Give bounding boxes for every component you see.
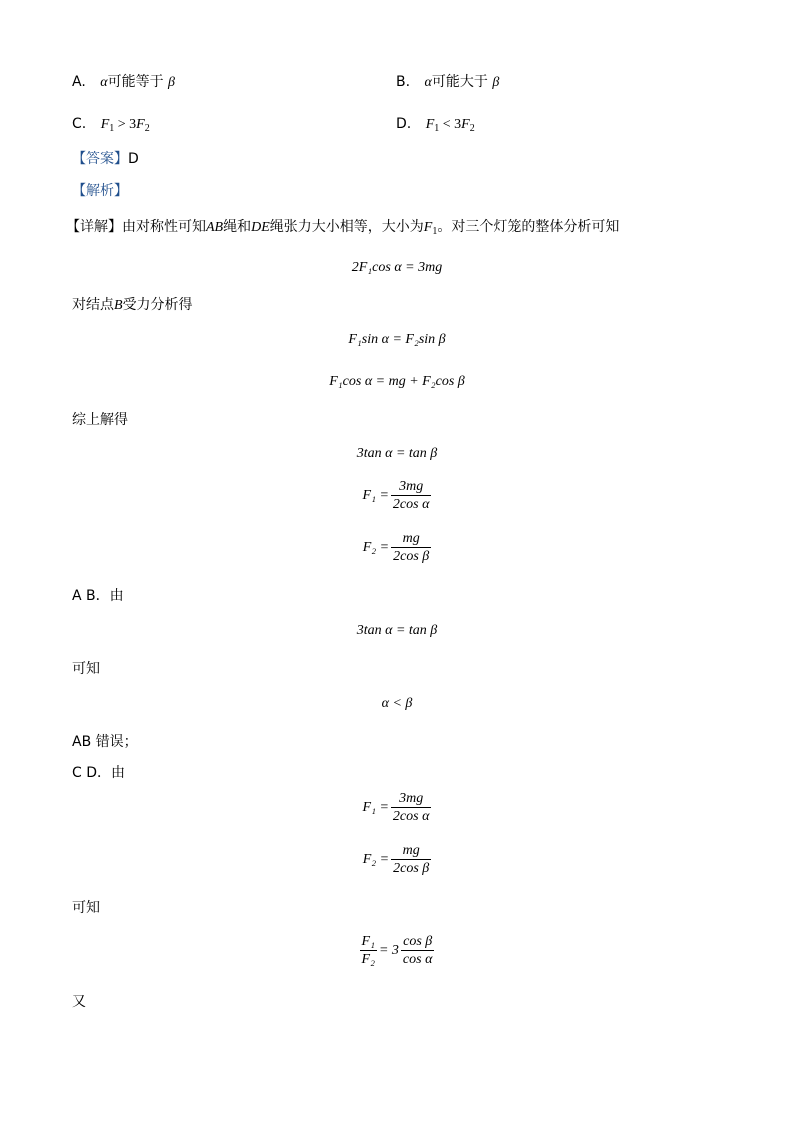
detail-de: DE bbox=[251, 220, 270, 235]
eq10-den: 2cos β bbox=[393, 861, 430, 876]
eq9-num: 3mg bbox=[399, 791, 424, 806]
option-b-var1: α bbox=[424, 75, 432, 90]
option-a-var2: β bbox=[168, 75, 176, 90]
option-b-var2: β bbox=[492, 75, 500, 90]
option-a-text: 可能等于 bbox=[107, 74, 164, 90]
option-c-lhs: F bbox=[100, 117, 110, 132]
detail-f: F bbox=[423, 220, 433, 235]
option-a-letter: A. bbox=[72, 74, 86, 90]
analysis-label-text: 【解析】 bbox=[72, 183, 128, 199]
node-text-post: 受力分析得 bbox=[122, 297, 193, 313]
cd-from-text: C D．由 bbox=[72, 765, 126, 781]
eq6-den: 2cos β bbox=[393, 549, 430, 564]
eq11-mid: = 3 bbox=[378, 943, 399, 958]
equation-6 bbox=[0, 531, 794, 565]
detail-label: 【详解】 bbox=[66, 219, 122, 235]
answer-line bbox=[72, 150, 139, 168]
eq9-fraction bbox=[391, 791, 432, 825]
equation-9 bbox=[0, 791, 794, 825]
eq10-lhs: F₂ = bbox=[362, 852, 390, 867]
equation-3: F₁cos α = mg + F₂cos β bbox=[329, 374, 465, 389]
option-b bbox=[396, 73, 499, 92]
option-d-letter: D. bbox=[396, 116, 412, 132]
detail-text2: 绳和 bbox=[223, 219, 252, 235]
ab-from-text: A B．由 bbox=[72, 588, 124, 604]
node-text-b: B bbox=[114, 298, 123, 313]
answer-label: 【答案】 bbox=[72, 151, 128, 167]
option-b-text: 可能大于 bbox=[431, 74, 488, 90]
equation-4: 3tan α = tan β bbox=[356, 446, 438, 461]
ab-wrong-text: AB 错误； bbox=[72, 734, 138, 750]
option-d-rhs: F bbox=[461, 117, 470, 132]
equation-5 bbox=[0, 479, 794, 513]
equation-8: α < β bbox=[381, 696, 413, 711]
eq6-num: mg bbox=[402, 531, 420, 546]
equation-2: F₁sin α = F₂sin β bbox=[348, 332, 446, 347]
detail-ab: AB bbox=[206, 220, 224, 235]
detail-f-sub: 1 bbox=[432, 226, 438, 237]
option-c bbox=[72, 115, 150, 138]
eq9-den: 2cos α bbox=[392, 809, 430, 824]
option-c-lhs-sub: 1 bbox=[109, 123, 115, 134]
option-b-letter: B. bbox=[396, 74, 411, 90]
eq11-lhs-num: F₁ bbox=[361, 934, 375, 949]
option-c-rhs: F bbox=[136, 117, 145, 132]
answer-value: D bbox=[128, 151, 139, 167]
equation-7: 3tan α = tan β bbox=[356, 623, 438, 638]
eq5-den: 2cos α bbox=[392, 497, 430, 512]
known-text-2: 可知 bbox=[72, 900, 100, 916]
option-c-letter: C. bbox=[72, 116, 87, 132]
equation-11 bbox=[0, 933, 794, 968]
eq9-lhs: F₁ = bbox=[362, 800, 389, 815]
equation-10 bbox=[0, 843, 794, 877]
eq11-den: cos α bbox=[402, 952, 433, 967]
option-a bbox=[72, 73, 175, 92]
eq11-lhs-den: F₂ bbox=[361, 952, 375, 967]
node-text-pre: 对结点 bbox=[72, 297, 114, 313]
also-text: 又 bbox=[72, 994, 86, 1010]
node-analysis-text bbox=[72, 296, 193, 315]
option-c-rhs-sub: 2 bbox=[144, 123, 150, 134]
eq11-lhs-fraction bbox=[360, 934, 377, 968]
detail-text1: 由对称性可知 bbox=[122, 219, 206, 235]
eq5-fraction bbox=[391, 479, 432, 513]
combined-text: 综上解得 bbox=[72, 412, 128, 428]
option-d bbox=[396, 115, 475, 138]
known-text-1: 可知 bbox=[72, 661, 100, 677]
option-d-rhs-sub: 2 bbox=[469, 123, 475, 134]
option-c-op: > 3 bbox=[114, 117, 137, 132]
eq11-num: cos β bbox=[403, 934, 433, 949]
eq10-fraction bbox=[391, 843, 431, 877]
eq10-num: mg bbox=[402, 843, 420, 858]
option-d-lhs-sub: 1 bbox=[434, 123, 440, 134]
detail-text3: 绳张力大小相等，大小为 bbox=[269, 219, 424, 235]
eq5-num: 3mg bbox=[399, 479, 424, 494]
detail-text4: 。对三个灯笼的整体分析可知 bbox=[437, 219, 620, 235]
eq5-lhs: F₁ = bbox=[362, 488, 389, 503]
detail-paragraph bbox=[66, 218, 619, 241]
option-d-lhs: F bbox=[425, 117, 435, 132]
eq6-fraction bbox=[391, 531, 431, 565]
option-a-var1: α bbox=[100, 75, 108, 90]
eq6-lhs: F₂ = bbox=[362, 540, 390, 555]
option-d-op: < 3 bbox=[439, 117, 462, 132]
eq11-rhs-fraction bbox=[401, 934, 435, 968]
analysis-label bbox=[72, 182, 128, 200]
equation-1: 2F₁cos α = 3mg bbox=[351, 260, 443, 275]
